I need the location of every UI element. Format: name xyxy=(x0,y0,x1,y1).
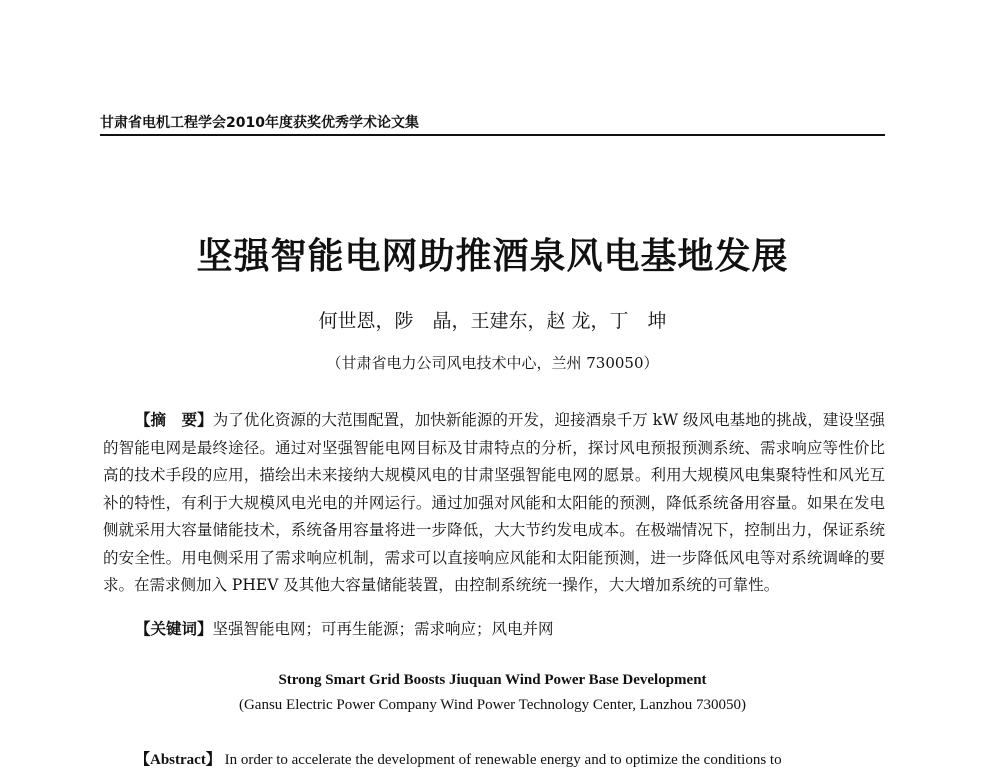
abstract-label: 【摘 要】 xyxy=(135,410,213,429)
paper-title: 坚强智能电网助推酒泉风电基地发展 xyxy=(196,235,789,277)
journal-name: 甘肃省电机工程学会2010年度获奖优秀学术论文集 xyxy=(100,115,419,131)
running-header xyxy=(100,112,885,136)
keywords-label: 【关键词】 xyxy=(135,619,213,638)
keywords-text: 坚强智能电网；可再生能源；需求响应；风电并网 xyxy=(212,620,554,638)
author-affiliation: （甘肃省电力公司风电技术中心，兰州 730050） xyxy=(326,354,659,372)
english-affiliation: (Gansu Electric Power Company Wind Power Technology Center, Lanzhou 730050) xyxy=(238,697,747,713)
english-abstract-text: In order to accelerate the development of renewable energy and to optimize the conditions to xyxy=(224,752,782,768)
english-abstract-label: 【Abstract】 xyxy=(135,752,221,768)
english-abstract xyxy=(135,748,895,769)
author-list: 何世恩，陟 晶，王建东，赵 龙，丁 坤 xyxy=(318,310,667,332)
abstract-paragraph xyxy=(103,406,885,600)
abstract-section xyxy=(103,406,885,600)
english-title: Strong Smart Grid Boosts Jiuquan Wind Power Base Development xyxy=(278,672,707,688)
keywords-section xyxy=(135,617,885,639)
abstract-text: 为了优化资源的大范围配置，加快新能源的开发，迎接酒泉千万 kW 级风电基地的挑战，建设坚强的智能电网是最终途径。通过对坚强智能电网目标及甘肃特点的分析，探讨风电预报预测系统、需求响应等性价比高的技术手段的应用，描绘出未来接纳大规模风电的甘肃坚强智能电网的愿景。利用大规模风电集聚特性和风光互补的特性，有利于大规模风电光电的并网运行。通过加强对风能和太阳能的预测，降低系统备用容量。如果在发电侧就采用大容量储能技术，系统备用容量将进一步降低，大大节约发电成本。在极端情况下，控制出力，保证系统的安全性。用电侧采用了需求响应机制，需求可以直接响应风能和太阳能预测，进一步降低风电等对系统调峰的要求。在需求侧加入 PHEV 及其他大容量储能装置，由控制系统统一操作，大大增加系统的可靠性。 xyxy=(103,411,885,594)
